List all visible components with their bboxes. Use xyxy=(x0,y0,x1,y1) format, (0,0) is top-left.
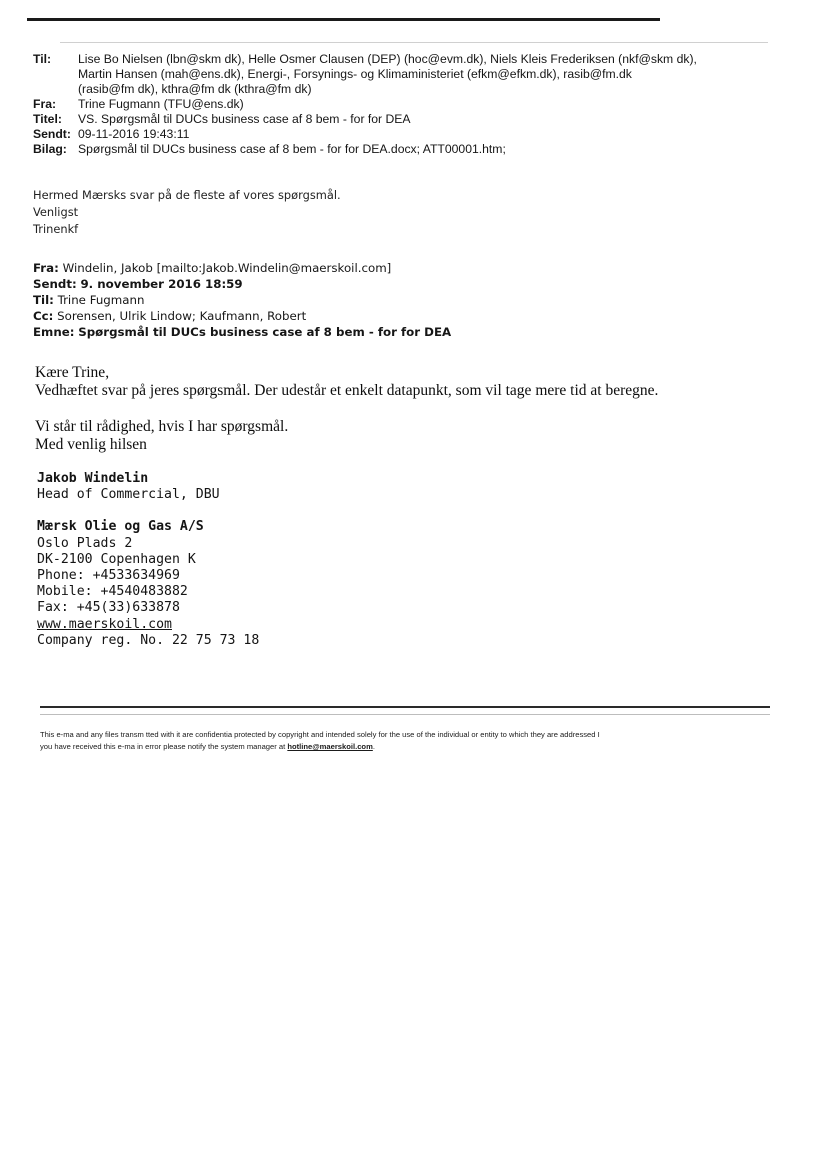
forward-to-line: Martin Hansen (mah@ens.dk), Energi-, Forsynings- og Klimaministeriet (efkm@efkm.dk), rasib@fm.dk xyxy=(78,67,632,81)
top-rule xyxy=(27,18,660,21)
forward-subject-label: Titel: xyxy=(33,112,62,126)
website-link[interactable]: www.maerskoil.com xyxy=(37,616,172,632)
original-to-row xyxy=(33,292,451,308)
paragraph-gap xyxy=(35,400,658,418)
signature-city: DK-2100 Copenhagen K xyxy=(37,551,196,567)
original-subject-value: Spørgsmål til DUCs business case af 8 bem - for for DEA xyxy=(78,325,452,339)
faint-rule xyxy=(60,42,768,43)
forward-sent-label: Sendt: xyxy=(33,127,71,141)
signature-company: Mærsk Olie og Gas A/S xyxy=(37,519,204,535)
forward-attachments-row xyxy=(33,142,773,157)
forward-attachments-value: Spørgsmål til DUCs business case af 8 bem - for for DEA.docx; ATT00001.htm; xyxy=(78,142,506,156)
original-cc-label: Cc: xyxy=(33,309,54,323)
message-line: Vedhæftet svar på jeres spørgsmål. Der udestår et enkelt datapunkt, som vil tage mere tid at beregne. xyxy=(35,382,659,399)
forward-to-line: (rasib@fm dk), kthra@fm dk (kthra@fm dk) xyxy=(78,82,312,96)
original-to-value: Trine Fugmann xyxy=(57,293,145,307)
intro-line: Trinenkf xyxy=(33,222,79,236)
signature-company-reg: Company reg. No. 22 75 73 18 xyxy=(37,632,260,648)
message-greeting: Kære Trine, xyxy=(35,364,110,381)
forward-from-row xyxy=(33,97,773,112)
forward-to-value xyxy=(78,52,773,97)
forward-to-row xyxy=(33,52,773,97)
intro-line: Hermed Mærsks svar på de fleste af vores spørgsmål. xyxy=(33,188,341,202)
signature-title: Head of Commercial, DBU xyxy=(37,487,220,503)
original-header xyxy=(33,260,451,340)
message-line: Vi står til rådighed, hvis I har spørgsmål. xyxy=(35,418,289,435)
forward-header xyxy=(33,52,773,157)
original-to-label: Til: xyxy=(33,293,54,307)
original-sent-row xyxy=(33,276,451,292)
signature-gap xyxy=(37,503,259,519)
forward-to-line: Lise Bo Nielsen (lbn@skm dk), Helle Osmer Clausen (DEP) (hoc@evm.dk), Niels Kleis Frederiksen (nkf@skm dk), xyxy=(78,52,697,66)
forward-from-label: Fra: xyxy=(33,97,57,111)
original-from-row xyxy=(33,260,451,276)
original-subject-label: Emne: xyxy=(33,325,75,339)
signature-mobile: Mobile: +4540483882 xyxy=(37,584,188,600)
forward-to-label: Til: xyxy=(33,52,52,66)
original-from-value: Windelin, Jakob [mailto:Jakob.Windelin@maerskoil.com] xyxy=(62,261,392,275)
intro-line: Venligst xyxy=(33,205,79,219)
disclaimer xyxy=(40,729,810,753)
disclaimer-line: This e-ma and any files transm tted with it are confidentia protected by copyright and intended solely for the use of the individual or entity to which they are addressed I xyxy=(40,730,600,739)
forward-subject-value: VS. Spørgsmål til DUCs business case af 8 bem - for for DEA xyxy=(78,112,411,126)
signature-phone: Phone: +4533634969 xyxy=(37,568,180,584)
forward-attachments-label: Bilag: xyxy=(33,142,67,156)
original-sent-label: Sendt: xyxy=(33,277,77,291)
bottom-rule-faint xyxy=(40,714,770,715)
signature-street: Oslo Plads 2 xyxy=(37,535,133,551)
message-body xyxy=(35,364,658,454)
disclaimer-line xyxy=(40,741,810,753)
disclaimer-text: you have received this e-ma in error please notify the system manager at xyxy=(40,742,288,751)
bottom-rule xyxy=(40,706,770,708)
original-cc-row xyxy=(33,308,451,324)
forward-sent-row xyxy=(33,127,773,142)
forward-subject-row xyxy=(33,112,773,127)
original-cc-value: Sorensen, Ulrik Lindow; Kaufmann, Robert xyxy=(57,309,307,323)
forward-from-value: Trine Fugmann (TFU@ens.dk) xyxy=(78,97,244,111)
original-from-label: Fra: xyxy=(33,261,59,275)
signature-fax: Fax: +45(33)633878 xyxy=(37,600,180,616)
message-closing: Med venlig hilsen xyxy=(35,436,147,453)
signature xyxy=(37,471,259,649)
hotline-email-link[interactable]: hotline@maerskoil.com xyxy=(287,742,373,751)
forward-sent-value: 09-11-2016 19:43:11 xyxy=(78,127,190,141)
forward-intro xyxy=(33,187,341,238)
signature-name: Jakob Windelin xyxy=(37,471,149,486)
original-subject-row xyxy=(33,324,451,340)
disclaimer-text: . xyxy=(372,742,375,751)
original-sent-value: 9. november 2016 18:59 xyxy=(80,277,243,291)
